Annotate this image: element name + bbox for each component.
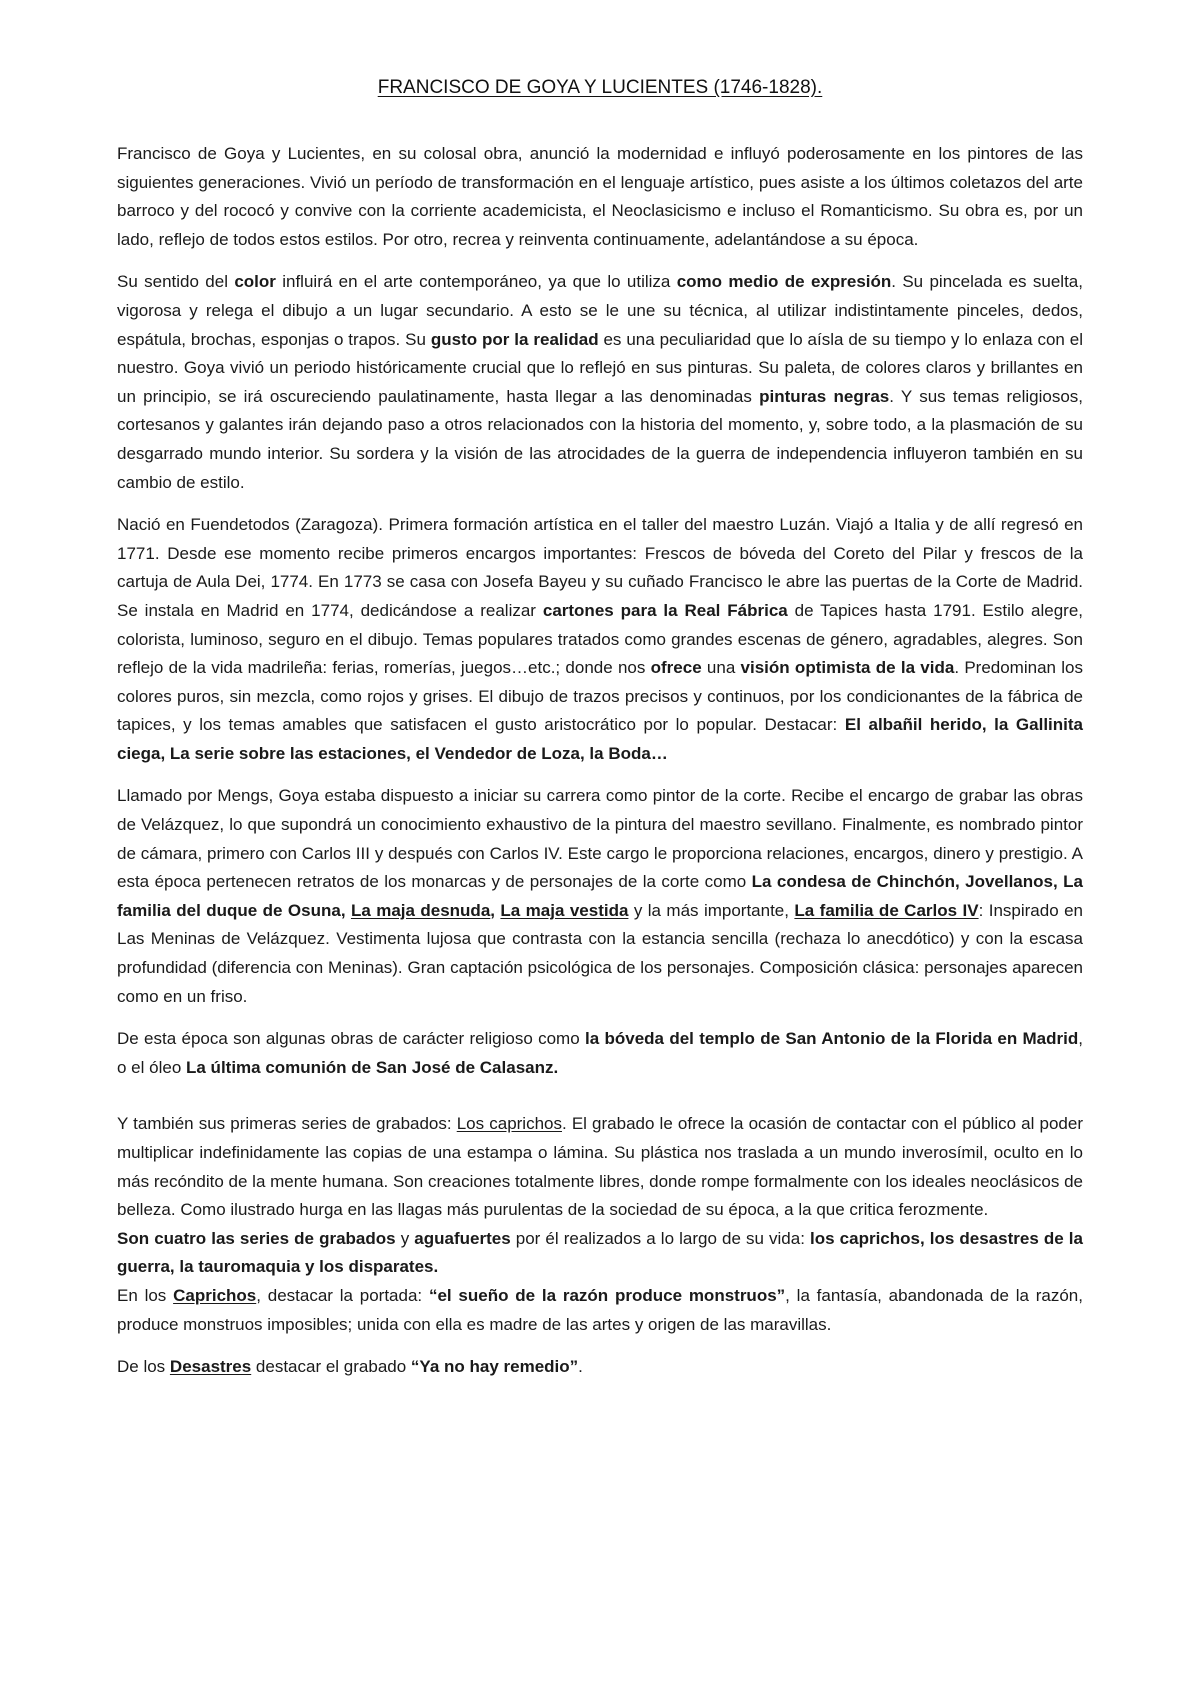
text-run: El albañil herido, la Gallinita ciega, La serie sobre las estaciones, el Vendedor de Loza, la Boda…: [117, 715, 1083, 763]
text-run: De los: [117, 1357, 170, 1377]
text-run: . El grabado le ofrece la ocasión de contactar con el público al poder multiplicar indefinidamente las copias de una estampa o lámina. Su plástica nos traslada a un mundo inverosímil, oculto en lo más recóndito de la mente humana. Son creaciones totalmente libres, donde rompe formalmente con los ideales neoclásicos de belleza. Como ilustrado hurga en las llagas más purulentas de la sociedad de su época, a la que critica ferozmente.: [117, 1114, 1083, 1220]
text-run: color: [234, 272, 276, 292]
paragraph-3: [117, 511, 1083, 768]
text-run: Desastres: [169, 1357, 252, 1377]
text-run: Los caprichos: [456, 1114, 562, 1134]
text-run: De esta época son algunas obras de carácter religioso como: [117, 1029, 585, 1049]
text-run: “Ya no hay remedio”: [410, 1357, 579, 1377]
text-run: Son cuatro las series de grabados: [117, 1228, 396, 1248]
text-run: la bóveda del templo de San Antonio de la Florida en Madrid: [585, 1029, 1079, 1049]
paragraph-1: [117, 140, 1083, 254]
paragraph-6: [117, 1110, 1083, 1224]
text-run: .: [578, 1357, 583, 1377]
text-run: Caprichos: [173, 1285, 257, 1305]
text-run: La maja vestida: [500, 900, 629, 920]
text-run: : Inspirado en Las Meninas de Velázquez. Vestimenta lujosa que contrasta con la estancia sencilla (rechaza lo anecdótico) y con la escasa profundidad (diferencia con Meninas). Gran captación psicológica de los personajes. Composición clásica: personajes aparecen como en un friso.: [117, 900, 1083, 1006]
text-run: ,: [490, 900, 501, 920]
text-run: y la más importante,: [628, 900, 795, 920]
text-run: de Tapices hasta 1791. Estilo alegre, colorista, luminoso, seguro en el dibujo. Temas populares tratados como grandes escenas de género, agradables, alegres. Son reflejo de la vida madrileña: ferias, romerías, juegos…etc.; donde nos: [117, 600, 1083, 678]
text-run: La maja desnuda: [350, 900, 491, 920]
text-run: y: [395, 1228, 415, 1248]
text-run: “el sueño de la razón produce monstruos”: [428, 1285, 786, 1305]
text-run: gusto por la realidad: [430, 329, 599, 349]
text-run: La última comunión de San José de Calasanz.: [186, 1057, 559, 1077]
text-run: Francisco de Goya y Lucientes, en su colosal obra, anunció la modernidad e influyó poderosamente en los pintores de las siguientes generaciones. Vivió un período de transformación en el lenguaje artístico, pues asiste a los últimos coletazos del arte barroco y del rococó y convive con la corriente academicista, el Neoclasicismo e incluso el Romanticismo. Su obra es, por un lado, reflejo de todos estos estilos. Por otro, recrea y reinventa continuamente, adelantándose a su época.: [117, 144, 1083, 249]
text-run: , destacar la portada:: [256, 1285, 429, 1305]
text-run: influirá en el arte contemporáneo, ya que lo utiliza: [275, 272, 677, 292]
text-run: La condesa de Chinchón, Jovellanos, La familia del duque de Osuna: [117, 872, 1083, 920]
text-run: ,: [340, 900, 351, 920]
text-run: los caprichos, los desastres de la guerra, la tauromaquia y los disparates.: [117, 1228, 1083, 1277]
paragraph-5: [117, 1025, 1083, 1082]
paragraph-8: [117, 1282, 1083, 1339]
text-run: aguafuertes: [414, 1228, 511, 1248]
text-run: por él realizados a lo largo de su vida:: [510, 1228, 811, 1248]
text-run: ofrece: [650, 658, 702, 678]
text-run: destacar el grabado: [251, 1357, 411, 1377]
document-body: [117, 140, 1083, 1396]
text-run: Y también sus primeras series de grabados:: [117, 1114, 457, 1134]
text-run: . Y sus temas religiosos, cortesanos y galantes irán dejando paso a otros relacionados con la historia del momento, y, sobre todo, a la plasmación de su desgarrado mundo interior. Su sordera y la visión de las atrocidades de la guerra de independencia influyeron también en su cambio de estilo.: [117, 386, 1083, 492]
text-run: Llamado por Mengs, Goya estaba dispuesto a iniciar su carrera como pintor de la corte. Recibe el encargo de grabar las obras de Velázquez, lo que supondrá un conocimiento exhaustivo de la pintura del maestro sevillano. Finalmente, es nombrado pintor de cámara, primero con Carlos III y después con Carlos IV. Este cargo le proporciona relaciones, encargos, dinero y prestigio. A esta época pertenecen retratos de los monarcas y de personajes de la corte como: [117, 786, 1083, 892]
text-run: , la fantasía, abandonada de la razón, produce monstruos imposibles; unida con ella es madre de las artes y origen de las maravillas.: [117, 1285, 1083, 1334]
text-run: . Su pincelada es suelta, vigorosa y relega el dibujo a un lugar secundario. A esto se le une su técnica, al utilizar indistintamente pinceles, dedos, espátula, brochas, esponjas o trapos. Su: [117, 272, 1083, 349]
paragraph-9: [117, 1353, 1083, 1382]
text-run: cartones para la Real Fábrica: [542, 600, 788, 620]
text-run: es una peculiaridad que lo aísla de su tiempo y lo enlaza con el nuestro. Goya vivió un periodo históricamente crucial que lo reflejó en sus pinturas. Su paleta, de colores claros y brillantes en un principio, se irá oscureciendo paulatinamente, hasta llegar a las denominadas: [117, 329, 1083, 406]
text-run: como medio de expresión: [676, 272, 892, 292]
paragraph-2: [117, 268, 1083, 497]
text-run: La familia de Carlos IV: [794, 900, 979, 920]
text-run: Nació en Fuendetodos (Zaragoza). Primera formación artística en el taller del maestro Luzán. Viajó a Italia y de allí regresó en 1771. Desde ese momento recibe primeros encargos importantes: Frescos de bóveda del Coreto del Pilar y frescos de la cartuja de Aula Dei, 1774. En 1773 se casa con Josefa Bayeu y su cuñado Francisco le abre las puertas de la Corte de Madrid. Se instala en Madrid en 1774, dedicándose a realizar: [117, 515, 1083, 620]
text-run: . Predominan los colores puros, sin mezcla, como rojos y grises. El dibujo de trazos precisos y continuos, por los condicionantes de la fábrica de tapices, y los temas amables que satisfacen el gusto aristocrático por lo popular. Destacar:: [117, 658, 1083, 735]
text-run: , o el óleo: [117, 1029, 1083, 1077]
text-run: pinturas negras: [759, 386, 890, 406]
paragraph-4: [117, 782, 1083, 1011]
paragraph-7: [117, 1225, 1083, 1282]
document-title: FRANCISCO DE GOYA Y LUCIENTES (1746-1828).: [377, 77, 823, 98]
text-run: En los: [117, 1285, 174, 1305]
text-run: Su sentido del: [117, 272, 235, 292]
text-run: una: [701, 658, 741, 678]
text-run: visión optimista de la vida: [740, 658, 955, 678]
